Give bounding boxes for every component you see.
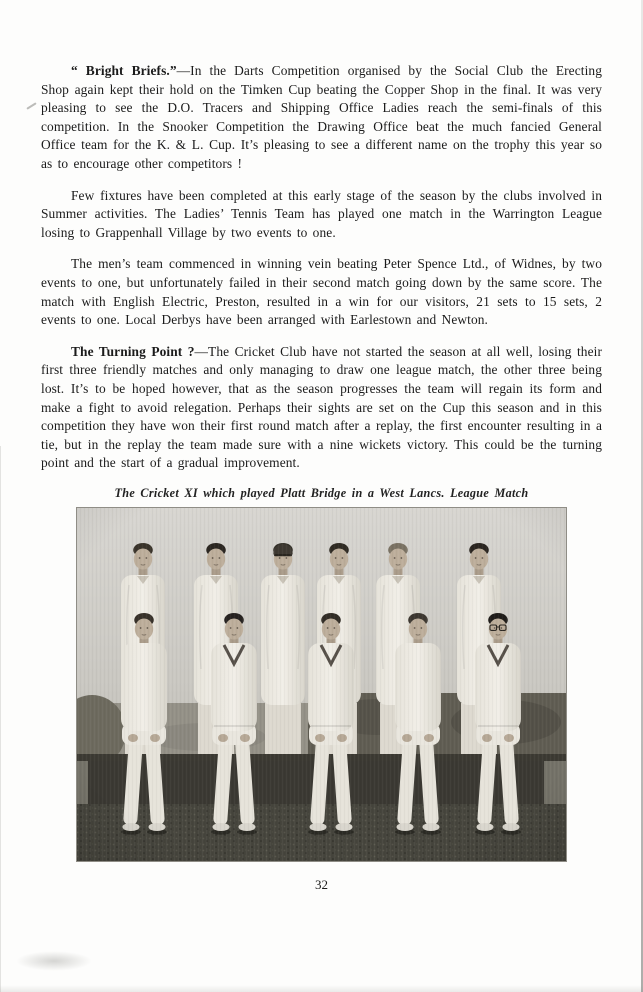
cricket-team-photo [76,507,567,862]
paragraph-lead-turning-point: The Turning Point ? [71,343,195,359]
page-number: 32 [315,876,328,892]
photo-frame [76,507,567,862]
scan-mark [26,102,36,110]
paragraph-body-bright-briefs: —In the Darts Competition organised by the Social Club the Erecting Shop again kept their hold on the Timken Cup beating the Copper Shop in the final. It was very pleasing to see the D.O. Tracers and Shipping Office Ladies reach the semi-finals of this competition. In the Snooker Competition the Drawing Office beat the much fancied General Office team for the K. & L. Cup. It’s pleasing to see a different name on the trophy this year so as to encourage other competitors ! [41,63,603,171]
paragraph-turning-point [41,343,602,473]
scan-edge-bottom [0,985,643,992]
paragraph-body-few-fixtures: Few fixtures have been completed at this early stage of the season by the clubs involved in Summer activities. The Ladies’ Tennis Team has played one match in the Warrington League losing to Grappenhall Village by two events to one. [41,187,602,240]
scan-smudge [16,951,92,971]
paragraph-lead-bright-briefs: “ Bright Briefs.” [71,63,177,78]
paragraph-few-fixtures [41,187,602,243]
photo-caption: The Cricket XI which played Platt Bridge in a West Lancs. League Match [114,485,529,500]
paragraph-mens-team [41,255,602,329]
photo-vignette [76,507,567,862]
scan-edge-left [0,446,1,992]
paragraph-bright-briefs [41,62,602,174]
paragraph-body-mens-team: The men’s team commenced in winning vein beating Peter Spence Ltd., of Widnes, by two events to one, but unfortunately failed in their second match going down by the same score. The match with English Electric, Preston, resulted in a win for our visitors, 21 sets to 15 sets, 2 events to one. Local Derbys have been arranged with Earlestown and Newton. [41,256,602,328]
paragraph-body-turning-point: —The Cricket Club have not started the season at all well, losing their first three friendly matches and only managing to draw one league match, the other three being lost. It’s to be hoped however, that as the season progresses the team will regain its form and make a fight to avoid relegation. Perhaps their sights are set on the Cup this season and in this competition they have won their first round match after a replay, the first encounter resulting in a tie, but in the replay the team made sure with a nine wickets victory. This could be the turning point and the start of a gradual improvement. [41,343,602,471]
page-content [41,0,602,893]
